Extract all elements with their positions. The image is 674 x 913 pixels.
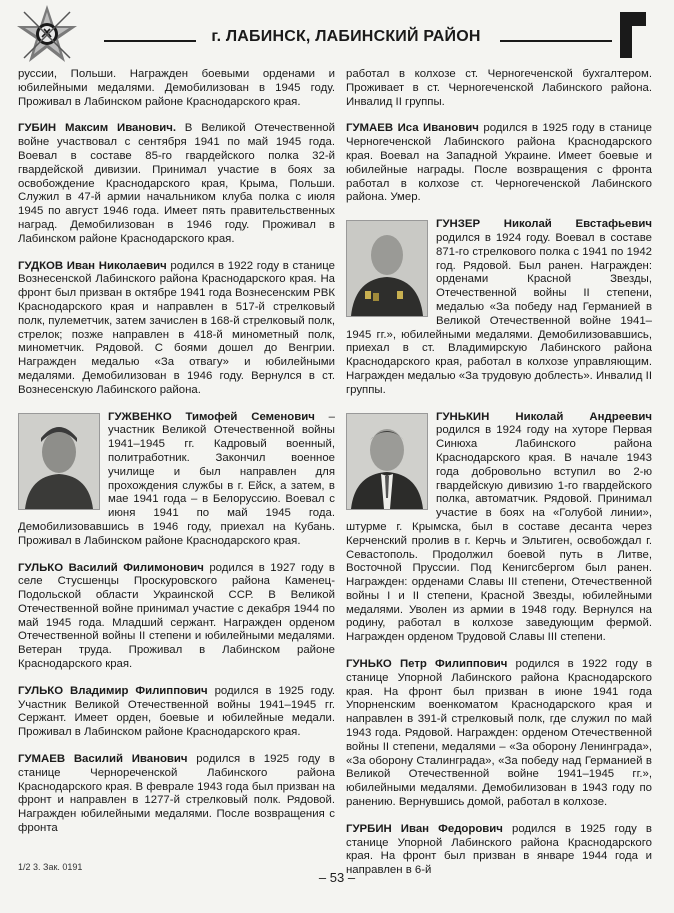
entry-text: В Великой Отечественной войне участвовал с сентября 1941 по май 1945 года. Воевал в составе 85-го гвардейского полка 32-й гвардейской дивизии. Принимал участие в боях за освобождение Краснодарского края, Крыма, Польши. Служил в 47-й армии начальником клуба полка с июля 1945 по август 1946 года. Имеет пять правительственных наград. Демобилизован в 1946 году. Проживал в Лабинском районе Краснодарского края. — [18, 122, 335, 245]
entry-text: родился в 1925 году в станице Чернореченской Лабинского района Краснодарского края. В феврале 1943 года был призван на фронт и направлен в 1277-й стрелковый полк. Рядовой. Награжден юбилейными медалями. После возвращения с фронта — [18, 753, 335, 835]
entry-continuation — [346, 68, 652, 109]
entry-name: ГУЖВЕНКО Тимофей Семенович — [108, 410, 315, 423]
order-of-patriotic-war-star-icon — [14, 4, 80, 66]
portrait-photo-young-man-icon — [18, 413, 100, 510]
entry-name: ГУЛЬКО Василий Филимонович — [18, 561, 204, 574]
print-mark: 1/2 3. Зак. 0191 — [18, 862, 83, 872]
biography-entry — [346, 658, 652, 810]
entry-name: ГУНЗЕР Николай Евстафьевич — [436, 218, 652, 231]
entry-name: ГУБИН Максим Иванович. — [18, 122, 177, 135]
biography-entry — [18, 685, 335, 740]
right-column — [346, 68, 652, 891]
page-header — [0, 0, 674, 72]
entry-name: ГУНЬКО Петр Филиппович — [346, 658, 508, 671]
header-rule-right — [500, 40, 612, 42]
entry-name: ГУНЬКИН Николай Андреевич — [436, 410, 652, 423]
cyrillic-letter-g-block-icon — [620, 12, 646, 58]
biography-entry — [18, 753, 335, 836]
entry-text: родился в 1924 году на хуторе Первая Синюха Лабинского района Краснодарского края. В начале 1943 года добровольно вступил во 2-ю гвардейскую дивизию 1-го гвардейского полка, автоматчик. Рядовой. Принимал участие в боях на «Голубой линии», штурме г. Крымска, был в составе десанта через Керченский пролив в г. Керчь и Эльтиген, освобождал г. Севастополь. Продолжил боевой путь в Литве, Восточной Пруссии. Под Кенигсбергом был ранен. Награжден: орденами Славы III степени, Отечественной войны I и II степени, Красной Звезды, юбилейными медалями. Уволен из армии в 1948 году. Вернулся на родину, работал в колхозе заведующим фермой. Награжден орденом Трудовой Славы III степени. — [346, 424, 652, 644]
header-rule-left — [104, 40, 196, 42]
biography-entry — [346, 823, 652, 878]
entry-text: родился в 1925 году. Участник Великой Отечественной войны 1941–1945 гг. Сержант. Имеет орден, боевые и юбилейные медали. Проживал в Лабинском районе Краснодарского края. — [18, 684, 335, 739]
entry-text: родился в 1925 году в станице Черноreченской Лабинского района Краснодарского края. Воевал на Западной Украине. Имеет боевые и юбилейные награды. После возвращения с фронта работал в колхозе ст. Черноreченской Лабинского района. Умер. — [346, 122, 652, 204]
entry-text: – участник Великой Отечественной войны 1941–1945 гг. Кадровый военный, политработник. Закончил военное училище и был направлен для прохождения службы в г. Ейск, а затем, в мае 1941 года – в Белоруссию. Воевал с июня 1941 по май 1945 года. Демобилизовавшись в 1946 году, приехал на Кубань. Проживал в Лабинском районе Краснодарского края. — [18, 410, 335, 547]
entry-name: ГУМАЕВ Василий Иванович — [18, 753, 188, 766]
entry-text: родился в 1924 году. Воевал в составе 871-го стрелкового полка с 1941 по 1942 год. Рядовой. Был ранен. Награжден: орденами Красной Звезды, Отечественной войны II степени, медалью «За победу над Германией в Великой Отечественной войне 1941–1945 гг.», юбилейными медалями. Демобилизовавшись, приехал в ст. Владимирскую Лабинского района Краснодарского края, работал в колхозе управляющим. Награжден медалью «За трудовую доблесть». Инвалид II группы. — [346, 231, 652, 396]
entry-name: ГУМАЕВ Иса Иванович — [346, 122, 479, 135]
biography-entry-with-photo — [346, 218, 652, 397]
page-title: г. ЛАБИНСК, ЛАБИНСКИЙ РАЙОН — [211, 28, 481, 45]
page-number: – 53 – — [318, 870, 356, 885]
portrait-photo-man-in-suit-icon — [346, 413, 428, 510]
entry-name: ГУРБИН Иван Федорович — [346, 822, 503, 835]
entry-text: руссии, Польши. Награжден боевыми орденами и юбилейными медалями. Демобилизован в 1945 году. Проживал в Лабинском районе Краснодарского края. — [18, 68, 335, 108]
biography-entry — [346, 122, 652, 205]
biography-entry — [18, 122, 335, 246]
left-column — [18, 68, 335, 849]
biography-entry — [18, 562, 335, 672]
biography-entry-with-photo — [18, 411, 335, 549]
entry-text: работал в колхозе ст. Черноreченской бухгалтером. Проживает в ст. Черноreченской Лабинского района. Инвалид II группы. — [346, 68, 652, 108]
entry-name: ГУЛЬКО Владимир Филиппович — [18, 684, 208, 697]
entry-text: родился в 1922 году в станице Вознесенской Лабинского района Краснодарского края. На фронт был призван в октябре 1941 года Вознесенским РВК Краснодарского края и направлен в 517-й стрелковый полк, пулеметчик, затем зачислен в 168-й стрелковый полк, стрелок; позже направлен в 418-й минометный полк, минометчик. Рядовой. С боями дошел до Венгрии. Награжден медалью «За отвагу» и юбилейными медалями. Демобилизован в 1946 году. Вернулся в ст. Вознесенскую Лабинского района. — [18, 259, 336, 396]
biography-entry-with-photo — [346, 411, 652, 646]
entry-text: родился в 1925 году в станице Упорной Лабинского района Краснодарского края. На фронт был призван в январе 1944 года и направлен в 6-й — [346, 822, 652, 877]
entry-continuation — [18, 68, 335, 109]
entry-text: родился в 1927 году в селе Стусшенцы Проскуровского района Каменец-Подольской области Украинской ССР. В Великой Отечественной войне принимал участие с декабря 1944 по май 1945 года. Младший сержант. Награжден орденом Отечественной войны II степени и юбилейными медалями. Ветеран труда. Проживал в Лабинском районе Краснодарского края. — [18, 561, 335, 671]
portrait-photo-elderly-veteran-with-medals-icon — [346, 220, 428, 317]
biography-entry — [18, 260, 335, 398]
entry-name: ГУДКОВ Иван Николаевич — [18, 259, 167, 272]
entry-text: родился в 1922 году в станице Упорной Лабинского района Краснодарского края. На фронт был призван в июне 1941 года Упорненским военкоматом Краснодарского края и направлен в 391-й стрелковый полк, где служил по май 1943 года. Рядовой. Награжден: орденом Отечественной войны II степени, медалями – «За оборону Ленинграда», «За оборону Сталинграда», «За победу над Германией в Великой Отечественной войне 1941–1945 гг.», юбилейными медалями. Демобилизован в 1943 году по ранению. Вернувшись домой, работал в колхозе. — [346, 658, 652, 809]
